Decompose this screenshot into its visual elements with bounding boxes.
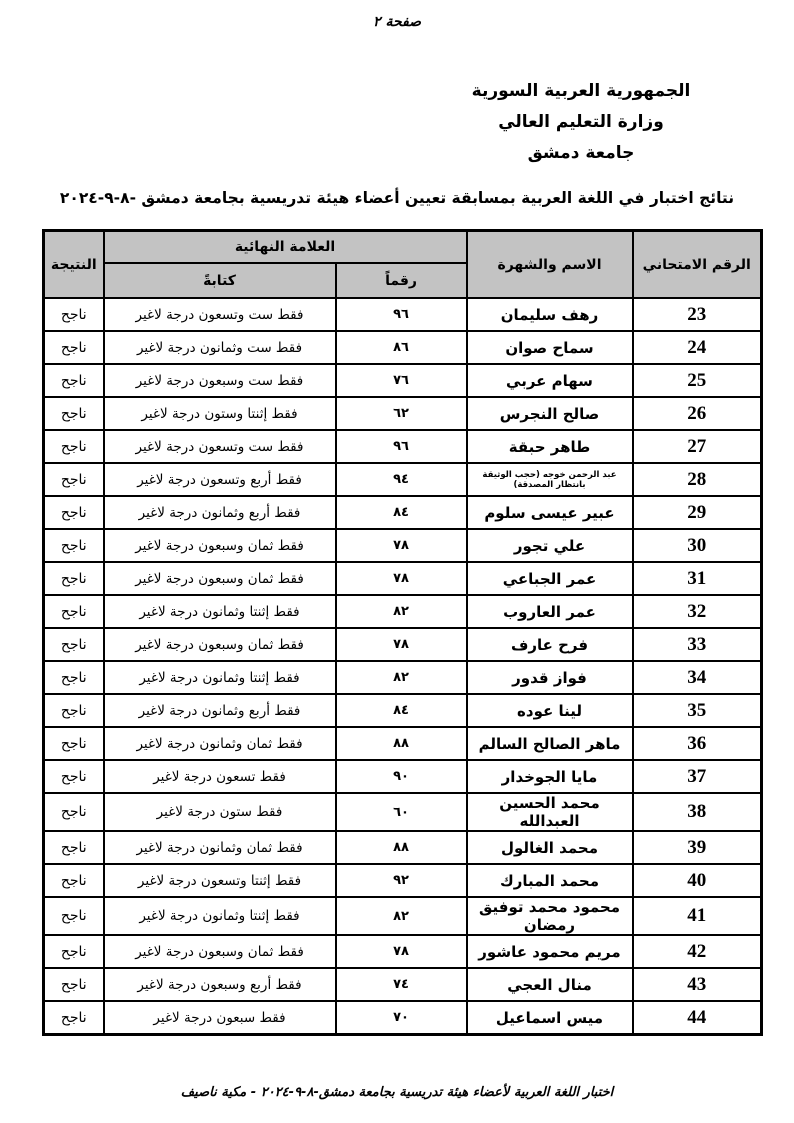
column-header-result: النتيجة [44, 231, 104, 299]
result-cell: ناجح [44, 694, 104, 727]
written-grade-cell: فقط ست وسبعون درجة لاغير [104, 364, 336, 397]
name-cell: محمود محمد توفيق رمضان [467, 897, 633, 935]
exam-number-cell: 38 [633, 793, 762, 831]
page-number-marker: صفحة ٢ [373, 14, 421, 30]
result-cell: ناجح [44, 968, 104, 1001]
exam-number-cell: 34 [633, 661, 762, 694]
name-cell: مايا الجوخدار [467, 760, 633, 793]
numeric-grade-cell: ٧٠ [336, 1001, 467, 1035]
exam-number-cell: 36 [633, 727, 762, 760]
written-grade-cell: فقط سبعون درجة لاغير [104, 1001, 336, 1035]
name-cell: لينا عوده [467, 694, 633, 727]
table-row [44, 760, 762, 793]
exam-number-cell: 39 [633, 831, 762, 864]
exam-number-cell: 30 [633, 529, 762, 562]
result-cell: ناجح [44, 628, 104, 661]
table-row [44, 831, 762, 864]
results-table [42, 229, 763, 1036]
name-cell: علي تجور [467, 529, 633, 562]
name-cell: فرح عارف [467, 628, 633, 661]
table-row [44, 430, 762, 463]
column-header-final-grade: العلامة النهائية [104, 231, 467, 264]
written-grade-cell: فقط ست وثمانون درجة لاغير [104, 331, 336, 364]
column-header-numeric: رقماً [336, 263, 467, 298]
written-grade-cell: فقط ست وتسعون درجة لاغير [104, 430, 336, 463]
written-grade-cell: فقط تسعون درجة لاغير [104, 760, 336, 793]
name-cell: فواز قدور [467, 661, 633, 694]
result-cell: ناجح [44, 562, 104, 595]
numeric-grade-cell: ٨٢ [336, 661, 467, 694]
result-cell: ناجح [44, 298, 104, 331]
name-cell: صالح النجرس [467, 397, 633, 430]
numeric-grade-cell: ٩٦ [336, 298, 467, 331]
exam-number-cell: 25 [633, 364, 762, 397]
table-row [44, 1001, 762, 1035]
written-grade-cell: فقط إثنتا وثمانون درجة لاغير [104, 897, 336, 935]
table-row [44, 935, 762, 968]
numeric-grade-cell: ٩٢ [336, 864, 467, 897]
written-grade-cell: فقط إثنتا وستون درجة لاغير [104, 397, 336, 430]
result-cell: ناجح [44, 935, 104, 968]
result-cell: ناجح [44, 727, 104, 760]
numeric-grade-cell: ٧٨ [336, 562, 467, 595]
table-row [44, 694, 762, 727]
exam-number-cell: 44 [633, 1001, 762, 1035]
written-grade-cell: فقط أربع وسبعون درجة لاغير [104, 968, 336, 1001]
column-header-exam-number: الرقم الامتحاني [633, 231, 762, 299]
exam-number-cell: 41 [633, 897, 762, 935]
table-row [44, 364, 762, 397]
numeric-grade-cell: ٨٨ [336, 831, 467, 864]
exam-number-cell: 43 [633, 968, 762, 1001]
exam-number-cell: 35 [633, 694, 762, 727]
table-row [44, 628, 762, 661]
result-cell: ناجح [44, 397, 104, 430]
footer-note: اختبار اللغة العربية لأعضاء هيئة تدريسية بجامعة دمشق-٨-٩-٢٠٢٤ - مكية ناصيف [180, 1085, 614, 1100]
exam-number-cell: 27 [633, 430, 762, 463]
written-grade-cell: فقط ثمان وسبعون درجة لاغير [104, 529, 336, 562]
table-row [44, 562, 762, 595]
numeric-grade-cell: ٧٨ [336, 628, 467, 661]
result-cell: ناجح [44, 595, 104, 628]
result-cell: ناجح [44, 364, 104, 397]
numeric-grade-cell: ٧٨ [336, 935, 467, 968]
exam-number-cell: 32 [633, 595, 762, 628]
table-row [44, 298, 762, 331]
table-row [44, 793, 762, 831]
written-grade-cell: فقط أربع وثمانون درجة لاغير [104, 694, 336, 727]
result-cell: ناجح [44, 463, 104, 496]
column-header-name: الاسم والشهرة [467, 231, 633, 299]
result-cell: ناجح [44, 529, 104, 562]
table-row [44, 496, 762, 529]
exam-number-cell: 40 [633, 864, 762, 897]
exam-number-cell: 33 [633, 628, 762, 661]
result-cell: ناجح [44, 831, 104, 864]
exam-number-cell: 28 [633, 463, 762, 496]
numeric-grade-cell: ٦٠ [336, 793, 467, 831]
results-table-body [44, 298, 762, 1035]
written-grade-cell: فقط إثنتا وتسعون درجة لاغير [104, 864, 336, 897]
numeric-grade-cell: ٧٤ [336, 968, 467, 1001]
results-table-header [44, 231, 762, 299]
column-header-written: كتابةً [104, 263, 336, 298]
result-cell: ناجح [44, 793, 104, 831]
numeric-grade-cell: ٩٠ [336, 760, 467, 793]
table-row [44, 595, 762, 628]
letterhead [416, 76, 746, 169]
written-grade-cell: فقط إثنتا وثمانون درجة لاغير [104, 595, 336, 628]
name-cell: عمر الجباعي [467, 562, 633, 595]
result-cell: ناجح [44, 1001, 104, 1035]
name-cell: عبير عيسى سلوم [467, 496, 633, 529]
name-cell: ماهر الصالح السالم [467, 727, 633, 760]
table-row [44, 897, 762, 935]
result-cell: ناجح [44, 496, 104, 529]
written-grade-cell: فقط ثمان وسبعون درجة لاغير [104, 562, 336, 595]
numeric-grade-cell: ٩٤ [336, 463, 467, 496]
name-cell: ميس اسماعيل [467, 1001, 633, 1035]
numeric-grade-cell: ٨٦ [336, 331, 467, 364]
table-row [44, 661, 762, 694]
exam-number-cell: 31 [633, 562, 762, 595]
exam-number-cell: 24 [633, 331, 762, 364]
document-title: نتائج اختبار في اللغة العربية بمسابقة تعيين أعضاء هيئة تدريسية بجامعة دمشق -٨-٩-٢٠٢٤ [59, 189, 735, 207]
written-grade-cell: فقط إثنتا وثمانون درجة لاغير [104, 661, 336, 694]
name-cell: عبد الرحمن خوجه (حجب الوثيقة بانتظار المصدقة) [467, 463, 633, 496]
numeric-grade-cell: ٨٤ [336, 496, 467, 529]
written-grade-cell: فقط أربع وتسعون درجة لاغير [104, 463, 336, 496]
name-cell: طاهر حبقة [467, 430, 633, 463]
table-row [44, 463, 762, 496]
exam-number-cell: 26 [633, 397, 762, 430]
numeric-grade-cell: ٦٢ [336, 397, 467, 430]
table-row [44, 397, 762, 430]
table-row [44, 331, 762, 364]
numeric-grade-cell: ٨٢ [336, 595, 467, 628]
result-cell: ناجح [44, 661, 104, 694]
table-row [44, 864, 762, 897]
written-grade-cell: فقط ستون درجة لاغير [104, 793, 336, 831]
written-grade-cell: فقط أربع وثمانون درجة لاغير [104, 496, 336, 529]
table-row [44, 968, 762, 1001]
name-cell: منال العجي [467, 968, 633, 1001]
exam-number-cell: 37 [633, 760, 762, 793]
exam-number-cell: 29 [633, 496, 762, 529]
table-row [44, 727, 762, 760]
written-grade-cell: فقط ثمان وسبعون درجة لاغير [104, 935, 336, 968]
numeric-grade-cell: ٧٦ [336, 364, 467, 397]
numeric-grade-cell: ٨٢ [336, 897, 467, 935]
exam-number-cell: 42 [633, 935, 762, 968]
name-cell: سماح صوان [467, 331, 633, 364]
result-cell: ناجح [44, 331, 104, 364]
written-grade-cell: فقط ثمان وثمانون درجة لاغير [104, 831, 336, 864]
result-cell: ناجح [44, 760, 104, 793]
written-grade-cell: فقط ثمان وثمانون درجة لاغير [104, 727, 336, 760]
name-cell: رهف سليمان [467, 298, 633, 331]
written-grade-cell: فقط ست وتسعون درجة لاغير [104, 298, 336, 331]
name-cell: مريم محمود عاشور [467, 935, 633, 968]
result-cell: ناجح [44, 897, 104, 935]
result-cell: ناجح [44, 430, 104, 463]
exam-number-cell: 23 [633, 298, 762, 331]
written-grade-cell: فقط ثمان وسبعون درجة لاغير [104, 628, 336, 661]
name-cell: محمد المبارك [467, 864, 633, 897]
numeric-grade-cell: ٩٦ [336, 430, 467, 463]
numeric-grade-cell: ٨٨ [336, 727, 467, 760]
table-row [44, 529, 762, 562]
numeric-grade-cell: ٧٨ [336, 529, 467, 562]
numeric-grade-cell: ٨٤ [336, 694, 467, 727]
letterhead-ministry: وزارة التعليم العالي [498, 112, 664, 132]
name-cell: محمد الغالول [467, 831, 633, 864]
letterhead-country: الجمهورية العربية السورية [471, 81, 691, 101]
name-cell: عمر العاروب [467, 595, 633, 628]
result-cell: ناجح [44, 864, 104, 897]
letterhead-university: جامعة دمشق [527, 143, 635, 163]
name-cell: محمد الحسين العبدالله [467, 793, 633, 831]
name-cell: سهام عربي [467, 364, 633, 397]
